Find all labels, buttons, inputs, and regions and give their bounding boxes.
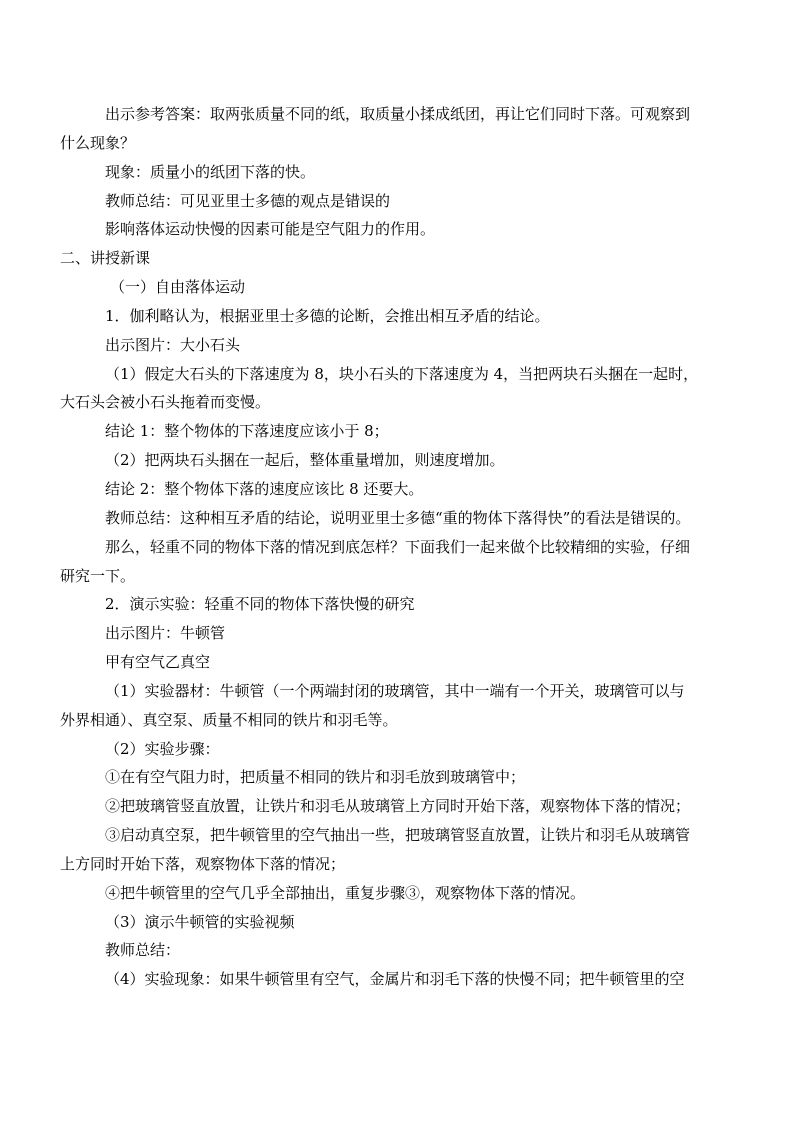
paragraph-line: 上方同时开始下落，观察物体下落的情况； [60,854,346,873]
paragraph-line: 现象：质量小的纸团下落的快。 [105,162,316,181]
paragraph-line: 1．伽利略认为，根据亚里士多德的论断，会推出相互矛盾的结论。 [105,306,550,325]
paragraph-line: 出示图片：大小石头 [105,335,241,354]
paragraph-line: 影响落体运动快慢的因素可能是空气阻力的作用。 [105,220,436,239]
paragraph-line: ③启动真空泵，把牛顿管里的空气抽出一些，把玻璃管竖直放置，让铁片和羽毛从玻璃管 [105,826,691,845]
paragraph-line: 那么，轻重不同的物体下落的情况到底怎样？下面我们一起来做个比较精细的实验，仔细 [105,537,691,556]
paragraph-line: 研究一下。 [60,566,136,585]
subsection-heading: （一）自由落体运动 [110,278,246,297]
paragraph-line: 结论 1：整个物体的下落速度应该小于 8； [105,422,389,441]
paragraph-line: 教师总结：这种相互矛盾的结论，说明亚里士多德“重的物体下落得快”的看法是错误的。 [105,508,691,527]
paragraph-line: 教师总结： [105,941,181,960]
paragraph-line: ①在有空气阻力时，把质量不相同的铁片和羽毛放到玻璃管中； [105,768,526,787]
paragraph-line: （2）实验步骤： [105,739,220,758]
paragraph-line: 什么现象？ [60,133,136,152]
paragraph-line: 出示参考答案：取两张质量不同的纸，取质量小揉成纸团，再让它们同时下落。可观察到 [105,105,691,123]
paragraph-line: （3）演示牛顿管的实验视频 [105,912,295,931]
paragraph-line: （1）实验器材：牛顿管（一个两端封闭的玻璃管，其中一端有一个开关，玻璃管可以与 [105,681,685,700]
paragraph-line: 出示图片：牛顿管 [105,624,226,643]
paragraph-line: 外界相通）、真空泵、质量不相同的铁片和羽毛等。 [60,710,398,729]
document-body [60,100,740,994]
paragraph-line: 2．演示实验：轻重不同的物体下落快慢的研究 [105,595,415,614]
paragraph-line: 教师总结：可见亚里士多德的观点是错误的 [105,191,391,210]
paragraph-line: ②把玻璃管竖直放置，让铁片和羽毛从玻璃管上方同时开始下落，观察物体下落的情况； [105,797,691,816]
paragraph-line: 结论 2：整个物体下落的速度应该比 8 还要大。 [105,479,424,498]
paragraph-line: ④把牛顿管里的空气几乎全部抽出，重复步骤③，观察物体下落的情况。 [105,883,586,902]
section-heading: 二、讲授新课 [60,249,151,268]
paragraph-line: （4）实验现象：如果牛顿管里有空气，金属片和羽毛下落的快慢不同；把牛顿管里的空 [105,970,685,989]
paragraph-line: （2）把两块石头捆在一起后，整体重量增加，则速度增加。 [105,451,505,470]
paragraph-line: （1）假定大石头的下落速度为 8，块小石头的下落速度为 4，当把两块石头捆在一起时， [105,364,699,383]
paragraph-line: 大石头会被小石头拖着而变慢。 [60,393,271,412]
paragraph-line: 甲有空气乙真空 [105,653,211,672]
